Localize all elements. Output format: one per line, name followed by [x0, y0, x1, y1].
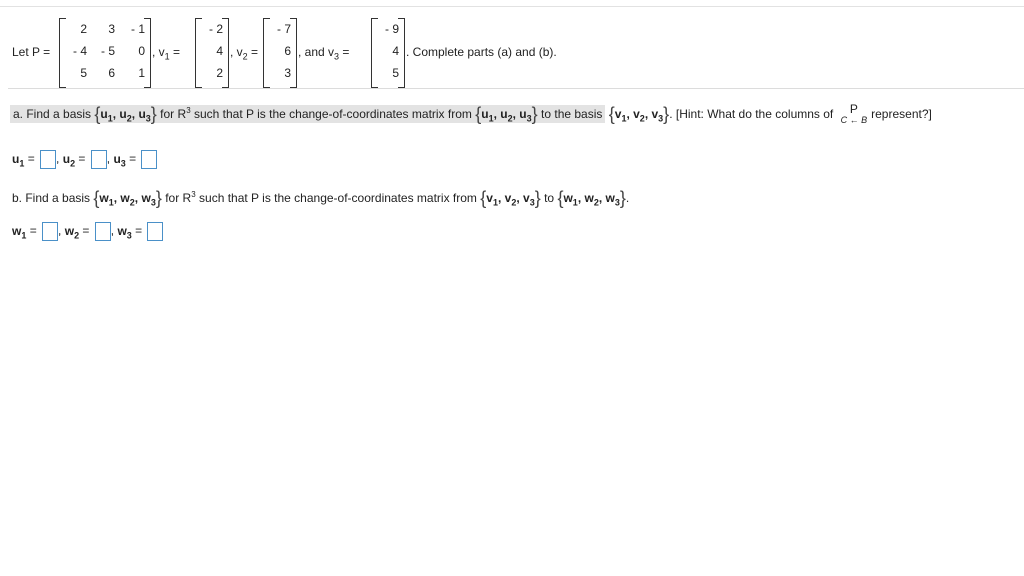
- part-a-answers: $u_1$ = , $u_2$ = , $u_3$ =: [12, 150, 157, 170]
- matrix-cell: - 4: [72, 44, 87, 58]
- vector-cell: - 9: [384, 22, 399, 36]
- top-divider: [0, 6, 1024, 7]
- w1-answer-input[interactable]: [42, 222, 58, 241]
- matrix-cell: 0: [138, 44, 145, 58]
- vector-cell: - 7: [276, 22, 291, 36]
- matrix-cell: 3: [108, 22, 115, 36]
- w2-answer-input[interactable]: [95, 222, 111, 241]
- let-p-label: Let P =: [12, 45, 51, 59]
- vector-v1: [195, 18, 229, 86]
- v1-label: , $v_1$ =: [152, 45, 181, 62]
- matrix-cell: 5: [80, 66, 87, 80]
- v3-label: , and $v_3$ =: [298, 45, 350, 62]
- matrix-cell: - 5: [100, 44, 115, 58]
- vector-cell: - 2: [208, 22, 223, 36]
- vector-cell: 6: [284, 44, 291, 58]
- vector-cell: 4: [216, 44, 223, 58]
- matrix-cell: 1: [138, 66, 145, 80]
- part-b-question: b. Find a basis {$w_1$, $w_2$, $w_3$} for $R^3$ such that P is the change-of-coordinates matrix from {$v_1$, $v_2$, $v_3$} to {$w_1$, $w_2$, $w_3$}.: [12, 188, 630, 208]
- vector-v2: [263, 18, 297, 86]
- vector-v3: [371, 18, 405, 86]
- part-b-answers: $w_1$ = , $w_2$ = , $w_3$ =: [12, 222, 163, 242]
- section-divider: [8, 88, 1024, 89]
- w3-answer-input[interactable]: [147, 222, 163, 241]
- u1-answer-input[interactable]: [40, 150, 56, 169]
- v2-label: , $v_2$ =: [230, 45, 259, 62]
- vector-cell: 3: [284, 66, 291, 80]
- u3-answer-input[interactable]: [141, 150, 157, 169]
- matrix-cell: 6: [108, 66, 115, 80]
- part-a-question: a. Find a basis {$u_1$, $u_2$, $u_3$} for $R^3$ such that P is the change-of-coordinates matrix from {$u_1$, $u_2$, $u_3$} to the basis {$v_1$, $v_2$, $v_3$}. [Hint: What do the columns of P C ← B represent?]: [10, 104, 932, 125]
- matrix-cell: 2: [80, 22, 87, 36]
- matrix-cell: - 1: [130, 22, 145, 36]
- vector-cell: 2: [216, 66, 223, 80]
- vector-cell: 5: [392, 66, 399, 80]
- complete-text: . Complete parts (a) and (b).: [406, 45, 557, 59]
- matrix-p: [59, 18, 151, 86]
- vector-cell: 4: [392, 44, 399, 58]
- u2-answer-input[interactable]: [91, 150, 107, 169]
